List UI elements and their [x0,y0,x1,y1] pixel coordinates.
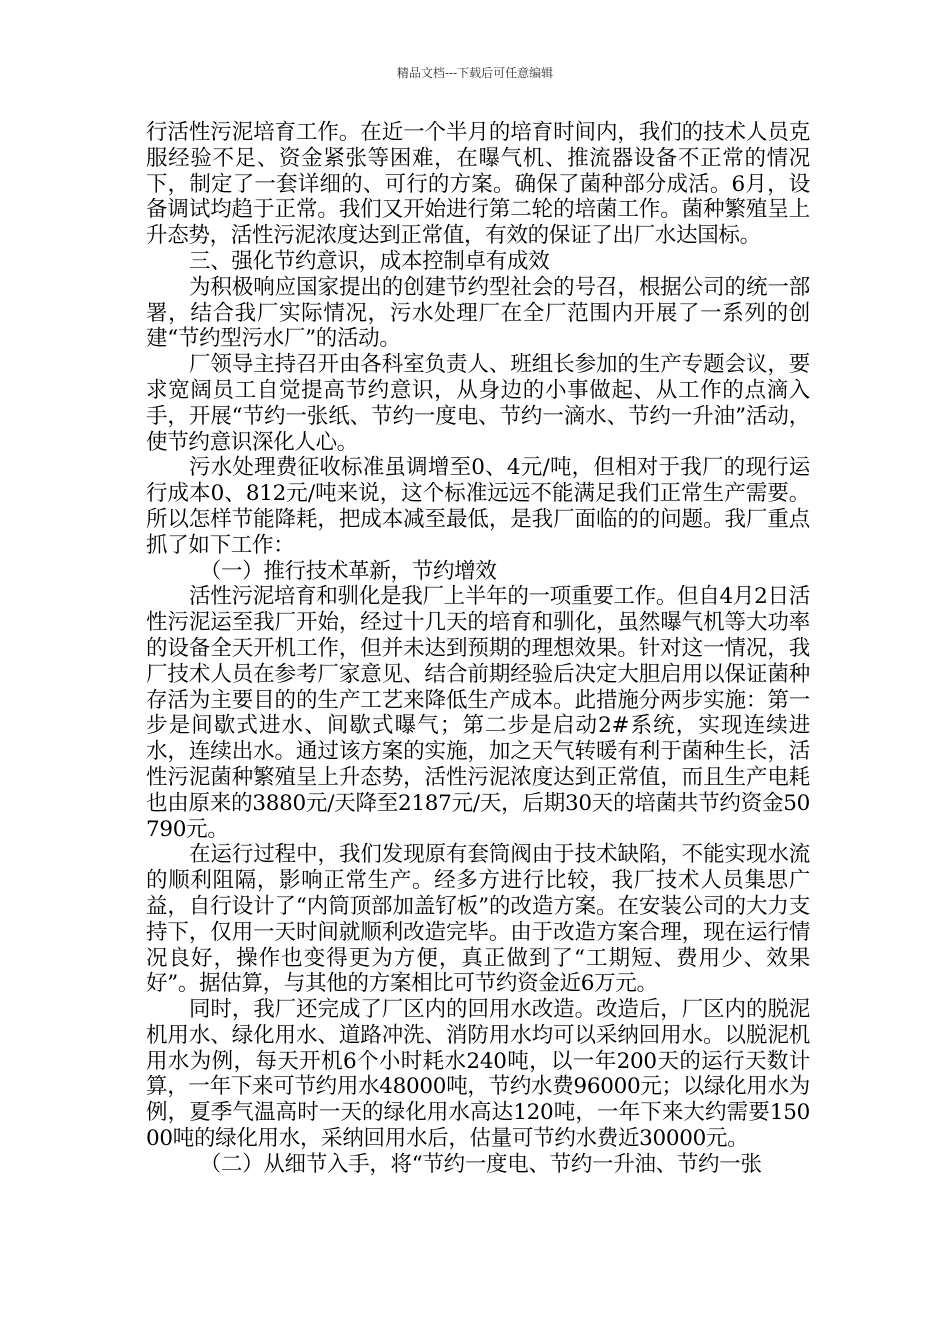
subsection-heading: （二）从细节入手，将“节约一度电、节约一升油、节约一张 [199,1151,762,1177]
paragraph: 污水处理费征收标准虽调增至0、4元/吨，但相对于我厂的现行运行成本0、812元/吨来说，这个标准远远不能满足我们正常生产需要。所以怎样节能降耗，把成本减至最低，是我厂面临的的问题。我厂重点抓了如下工作： [146,455,810,558]
paragraph: 行活性污泥培育工作。在近一个半月的培育时间内，我们的技术人员克服经验不足、资金紧张等困难，在曝气机、推流器设备不正常的情况下，制定了一套详细的、可行的方案。确保了菌种部分成活。6月，设备调试均趋于正常。我们又开始进行第二轮的培菌工作。菌种繁殖呈上升态势，活性污泥浓度达到正常值，有效的保证了出厂水达国标。 [146,120,810,249]
document-body [146,120,810,1178]
paragraph: 为积极响应国家提出的创建节约型社会的号召，根据公司的统一部署，结合我厂实际情况，污水处理厂在全厂范围内开展了一系列的创建“节约型污水厂”的活动。 [146,274,810,352]
paragraph: 活性污泥培育和驯化是我厂上半年的一项重要工作。但自4月2日活性污泥运至我厂开始，经过十几天的培育和驯化，虽然曝气机等大功率的设备全天开机工作，但并未达到预期的理想效果。针对这一情况，我厂技术人员在参考厂家意见、结合前期经验后决定大胆启用以保证菌种存活为主要目的的生产工艺来降低生产成本。此措施分两步实施：第一步是间歇式进水、间歇式曝气；第二步是启动2#系统，实现连续进水，连续出水。通过该方案的实施，加之天气转暖有利于菌种生长，活性污泥菌种繁殖呈上升态势，活性污泥浓度达到正常值，而且生产电耗也由原来的3880元/天降至2187元/天，后期30天的培菌共节约资金50790元。 [146,584,810,842]
page-header: 精品文档---下载后可任意编辑 [396,66,554,80]
subsection-heading: （一）推行技术革新，节约增效 [199,558,497,584]
paragraph: 在运行过程中，我们发现原有套筒阀由于技术缺陷，不能实现水流的顺利阻隔，影响正常生产。经多方进行比较，我厂技术人员集思广益，自行设计了“内筒顶部加盖钌板”的改造方案。在安装公司的大力支持下，仅用一天时间就顺利改造完毕。由于改造方案合理，现在运行情况良好，操作也变得更为方便，真正做到了“工期短、费用少、效果好”。据估算，与其他的方案相比可节约资金近6万元。 [146,842,810,997]
section-heading: 三、强化节约意识，成本控制卓有成效 [189,248,550,274]
paragraph: 同时，我厂还完成了厂区内的回用水改造。改造后，厂区内的脱泥机用水、绿化用水、道路冲洗、消防用水均可以采纳回用水。以脱泥机用水为例，每天开机6个小时耗水240吨，以一年200天的运行天数计算，一年下来可节约用水48000吨，节约水费96000元；以绿化用水为例，夏季气温高时一天的绿化用水高达120吨，一年下来大约需要15000吨的绿化用水，采纳回用水后，估量可节约水费近30000元。 [146,997,810,1152]
paragraph: 厂领导主持召开由各科室负责人、班组长参加的生产专题会议，要求宽阔员工自觉提高节约意识，从身边的小事做起、从工作的点滴入手，开展“节约一张纸、节约一度电、节约一滴水、节约一升油”活动，使节约意识深化人心。 [146,352,810,455]
